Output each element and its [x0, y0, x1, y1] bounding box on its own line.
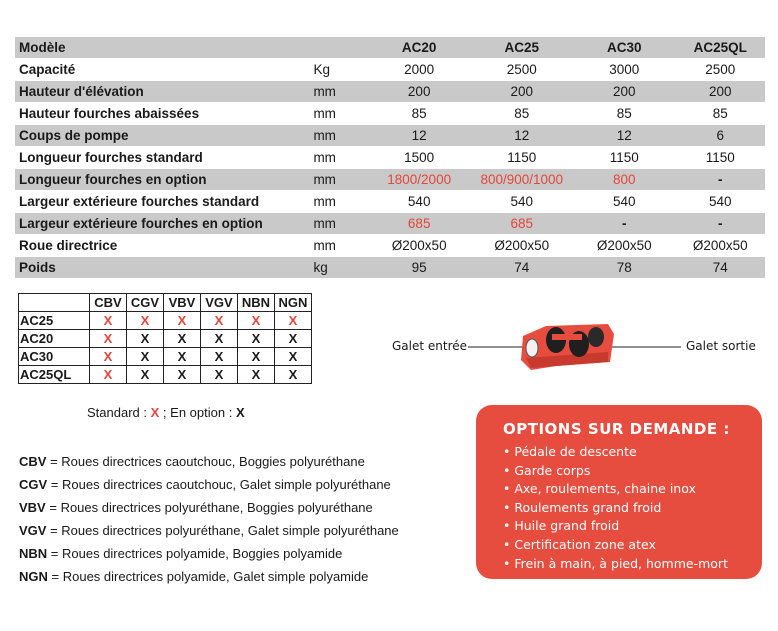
spec-row-unit: mm: [301, 169, 368, 191]
matrix-corner-cell: [19, 294, 90, 312]
matrix-column-header: VGV: [201, 294, 238, 312]
matrix-row: [19, 348, 312, 366]
matrix-cell: X: [164, 330, 201, 348]
matrix-cell: X: [201, 330, 238, 348]
spec-cell: 12: [573, 125, 675, 147]
spec-row: [15, 213, 765, 235]
spec-header-model: AC25QL: [675, 37, 765, 59]
matrix-cell: X: [90, 348, 127, 366]
matrix-cell: X: [275, 312, 312, 330]
matrix-cell: X: [90, 312, 127, 330]
matrix-header-row: [19, 294, 312, 312]
matrix-cell: X: [238, 312, 275, 330]
spec-cell: 2000: [368, 59, 470, 81]
matrix-row: [19, 330, 312, 348]
spec-cell: -: [573, 213, 675, 235]
label-galet-sortie: Galet sortie: [686, 339, 756, 353]
matrix-cell: X: [275, 330, 312, 348]
wheel-bracket: [552, 334, 582, 340]
spec-row-unit: mm: [301, 81, 368, 103]
spec-table: [15, 36, 765, 278]
spec-row-unit: mm: [301, 191, 368, 213]
abbreviation-description: = Roues directrices polyuréthane, Boggies polyuréthane: [49, 500, 373, 515]
abbreviation-line: [19, 450, 399, 473]
abbreviation-line: [19, 565, 399, 588]
spec-cell: 200: [573, 81, 675, 103]
spec-cell: Ø200x50: [368, 235, 470, 257]
option-item: • Roulements grand froid: [503, 499, 728, 518]
abbreviation-code: CBV: [19, 454, 47, 469]
abbreviation-code: NBN: [19, 546, 48, 561]
matrix-cell: X: [127, 366, 164, 384]
legend-option-mark: X: [235, 405, 245, 420]
option-item: • Frein à main, à pied, homme-mort: [503, 555, 728, 574]
options-title: OPTIONS SUR DEMANDE :: [503, 420, 730, 438]
spec-cell: 540: [470, 191, 573, 213]
spec-cell: 3000: [573, 59, 675, 81]
spec-cell: 540: [573, 191, 675, 213]
abbreviation-line: [19, 542, 399, 565]
option-item: • Axe, roulements, chaine inox: [503, 480, 728, 499]
abbreviation-code: VBV: [19, 500, 46, 515]
spec-cell: -: [675, 213, 765, 235]
matrix-cell: X: [164, 348, 201, 366]
spec-row: [15, 191, 765, 213]
matrix-column-header: NBN: [238, 294, 275, 312]
galet-entree-icon: [526, 339, 538, 357]
matrix-cell: X: [127, 348, 164, 366]
spec-header-row: [15, 37, 765, 59]
abbreviation-code: VGV: [19, 523, 47, 538]
spec-cell: Ø200x50: [470, 235, 573, 257]
spec-cell: 2500: [470, 59, 573, 81]
spec-cell: 200: [368, 81, 470, 103]
matrix-row-model: AC25QL: [19, 366, 90, 384]
spec-cell: 78: [573, 257, 675, 279]
spec-cell: 685: [470, 213, 573, 235]
spec-row: [15, 59, 765, 81]
spec-header-model: AC25: [470, 37, 573, 59]
matrix-legend: [87, 405, 245, 420]
label-galet-entree: Galet entrée: [392, 339, 468, 353]
option-item: • Pédale de descente: [503, 443, 728, 462]
spec-row-unit: mm: [301, 213, 368, 235]
spec-cell: Ø200x50: [675, 235, 765, 257]
spec-row: [15, 103, 765, 125]
galet-sortie-icon: [588, 327, 604, 347]
spec-cell: 1150: [675, 147, 765, 169]
spec-cell: 2500: [675, 59, 765, 81]
abbreviation-description: = Roues directrices polyamide, Galet simple polyamide: [51, 569, 369, 584]
matrix-cell: X: [201, 348, 238, 366]
abbreviation-description: = Roues directrices polyamide, Boggies polyamide: [50, 546, 343, 561]
abbreviation-description: = Roues directrices caoutchouc, Boggies polyuréthane: [50, 454, 365, 469]
abbreviation-line: [19, 473, 399, 496]
spec-cell: 800/900/1000: [470, 169, 573, 191]
spec-row: [15, 125, 765, 147]
abbreviation-description: = Roues directrices caoutchouc, Galet simple polyuréthane: [50, 477, 391, 492]
spec-row-label: Coups de pompe: [15, 125, 301, 147]
spec-header-label: Modèle: [15, 37, 301, 59]
spec-row: [15, 147, 765, 169]
options-matrix: [18, 293, 312, 384]
spec-row-label: Longueur fourches standard: [15, 147, 301, 169]
spec-row-label: Roue directrice: [15, 235, 301, 257]
spec-cell: 200: [675, 81, 765, 103]
spec-row-label: Hauteur fourches abaissées: [15, 103, 301, 125]
matrix-column-header: CBV: [90, 294, 127, 312]
matrix-cell: X: [201, 312, 238, 330]
spec-header-unit: [301, 37, 368, 59]
spec-cell: 74: [470, 257, 573, 279]
spec-cell: 1500: [368, 147, 470, 169]
spec-row-label: Hauteur d'élévation: [15, 81, 301, 103]
spec-cell: 685: [368, 213, 470, 235]
matrix-column-header: NGN: [275, 294, 312, 312]
spec-cell: 85: [470, 103, 573, 125]
matrix-column-header: VBV: [164, 294, 201, 312]
matrix-column-header: CGV: [127, 294, 164, 312]
spec-row-unit: mm: [301, 103, 368, 125]
legend-standard-mark: X: [150, 405, 160, 420]
spec-row-label: Poids: [15, 257, 301, 279]
spec-row-unit: kg: [301, 257, 368, 279]
matrix-cell: X: [164, 366, 201, 384]
matrix-cell: X: [127, 312, 164, 330]
spec-cell: 1150: [573, 147, 675, 169]
spec-cell: 85: [675, 103, 765, 125]
matrix-cell: X: [238, 348, 275, 366]
spec-cell: 12: [470, 125, 573, 147]
spec-cell: 1800/2000: [368, 169, 470, 191]
spec-row: [15, 257, 765, 279]
spec-row: [15, 169, 765, 191]
spec-cell: 800: [573, 169, 675, 191]
matrix-row-model: AC20: [19, 330, 90, 348]
option-item: • Huile grand froid: [503, 517, 728, 536]
spec-cell: 85: [368, 103, 470, 125]
matrix-cell: X: [275, 348, 312, 366]
legend-separator: ;: [162, 405, 167, 420]
legend-standard-label: Standard :: [87, 405, 147, 420]
matrix-cell: X: [201, 366, 238, 384]
matrix-row: [19, 312, 312, 330]
spec-cell: 1150: [470, 147, 573, 169]
options-list: [503, 443, 728, 573]
spec-row-label: Longueur fourches en option: [15, 169, 301, 191]
options-matrix-body: [19, 294, 312, 384]
spec-cell: -: [675, 169, 765, 191]
matrix-cell: X: [90, 366, 127, 384]
spec-row-unit: Kg: [301, 59, 368, 81]
matrix-row: [19, 366, 312, 384]
fork-illustration: [386, 322, 776, 382]
spec-cell: 85: [573, 103, 675, 125]
matrix-cell: X: [238, 330, 275, 348]
matrix-cell: X: [164, 312, 201, 330]
spec-row-label: Largeur extérieure fourches standard: [15, 191, 301, 213]
spec-cell: 74: [675, 257, 765, 279]
spec-row-unit: mm: [301, 125, 368, 147]
option-item: • Certification zone atex: [503, 536, 728, 555]
option-item: • Garde corps: [503, 462, 728, 481]
matrix-row-model: AC30: [19, 348, 90, 366]
abbreviation-code: CGV: [19, 477, 48, 492]
spec-row-unit: mm: [301, 147, 368, 169]
spec-cell: 6: [675, 125, 765, 147]
legend-option-label: En option :: [170, 405, 233, 420]
spec-cell: 200: [470, 81, 573, 103]
spec-row-unit: mm: [301, 235, 368, 257]
spec-cell: 12: [368, 125, 470, 147]
abbreviation-list: [19, 450, 399, 588]
spec-header-model: AC30: [573, 37, 675, 59]
spec-table-body: [15, 37, 765, 279]
spec-header-model: AC20: [368, 37, 470, 59]
matrix-cell: X: [127, 330, 164, 348]
spec-cell: 95: [368, 257, 470, 279]
abbreviation-code: NGN: [19, 569, 48, 584]
options-box: [476, 405, 762, 579]
spec-cell: 540: [675, 191, 765, 213]
spec-cell: 540: [368, 191, 470, 213]
abbreviation-line: [19, 519, 399, 542]
matrix-cell: X: [90, 330, 127, 348]
spec-row: [15, 81, 765, 103]
spec-row-label: Capacité: [15, 59, 301, 81]
matrix-cell: X: [238, 366, 275, 384]
matrix-cell: X: [275, 366, 312, 384]
abbreviation-description: = Roues directrices polyuréthane, Galet simple polyuréthane: [50, 523, 399, 538]
matrix-row-model: AC25: [19, 312, 90, 330]
spec-row: [15, 235, 765, 257]
spec-row-label: Largeur extérieure fourches en option: [15, 213, 301, 235]
spec-cell: Ø200x50: [573, 235, 675, 257]
abbreviation-line: [19, 496, 399, 519]
fork-wheel-diagram: [386, 322, 776, 382]
